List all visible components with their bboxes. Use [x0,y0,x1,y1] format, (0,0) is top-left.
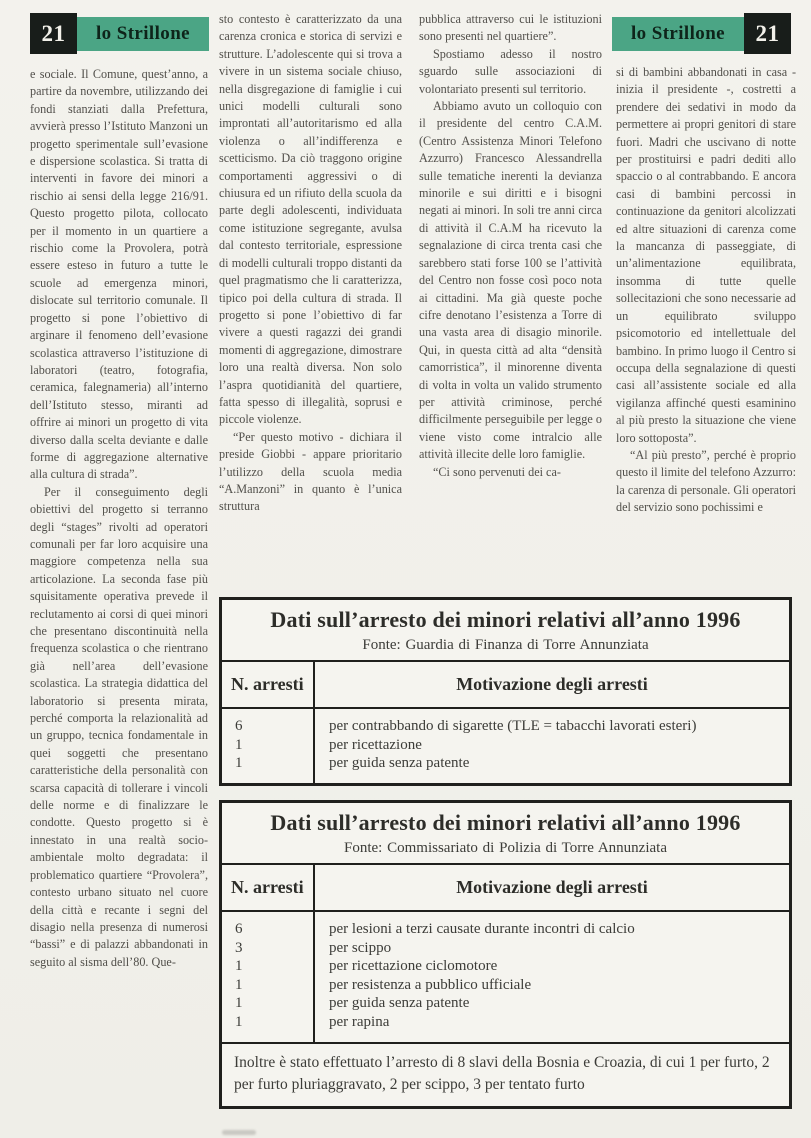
table-title-block [222,803,789,863]
arrest-count: 1 [235,736,243,753]
masthead-right [612,13,791,54]
arrest-motivation: per guida senza patente [329,995,470,1012]
arrest-motivation: per ricettazione ciclomotore [329,958,498,975]
paragraph: sto contesto è caratterizzato da una carenza cronica e storica di servizi e strutture. L’adolescente qui si trova a vivere in un sistema sociale chiuso, nella disgregazione di famiglie i cui unici modelli culturali sono improntati all’autoritarismo ed alla violenza o all’indifferenza e scetticismo. Da ciò traggono origine comportamenti aggressivi o di chiusura ed un rifiuto della scuola da parte degli adolescenti, individuata come istituzione segregante, avulsa dal contesto territoriale, espressione di modelli culturali troppo distanti da quel pragmatismo che li caratterizza, tipico poi della cultura di strada. Il progetto si pone l’obiettivo di far vivere a questi ragazzi dei grandi momenti di aggregazione, dimostrare loro una realtà diversa. Non solo l’aspra quotidianità del quartiere, fatta spesso di illegalità, soprusi e piccole violenze. [219,12,402,427]
text-column-4 [616,64,796,593]
paragraph: Per il conseguimento degli obiettivi del progetto si terranno degli “stages” rivolti ad operatori comunali per far loro acquisire una maggiore competenza nella sua articolazione. La seconda fase più squisitamente operativa prevede il reclutamento ai corsi di quei minori che presentano discontinuità nella frequenza scolastica o che rientrano già nell’area dell’evasione scolastica. La strategia didattica del laboratorio si presenta mirata, perché comporta la relazionalità ad un gruppo, tecnica fondamentale in quei soggetti che presentano caratteristiche della personalità con scarsa capacità di tollerare i vincoli delle norme e di finalizzare le condotte. Questo progetto si è innestato in una realtà socio-ambientale molto degradata: il problematico quartiere “Provolera”, contesto urbano situato nel cuore della città e recante i segni del disagio nella presenza di numerosi “bassi” e di palazzi abbandonati in seguito al sisma dell’80. Que- [30,484,208,969]
table-body [222,707,789,783]
arrest-count-column [222,912,315,1042]
arrest-count: 1 [235,995,243,1012]
arrest-count: 3 [235,939,243,956]
arrest-count-column [222,709,315,783]
arrest-count: 1 [235,958,243,975]
table-body [222,910,789,1042]
arrest-motivation: per rapina [329,1013,390,1030]
text-column-2 [219,11,402,593]
arrest-motivation: per lesioni a terzi causate durante incontri di calcio [329,921,635,937]
arrest-table-guardia-finanza [219,597,792,786]
page-number-left: 21 [30,13,77,54]
arrest-motivation-column [315,912,789,1042]
arrest-count: 1 [235,755,243,772]
table-footnote: Inoltre è stato effettuato l’arresto di 8 slavi della Bosnia e Croazia, di cui 1 per furto, 2 per furto pluriaggravato, 2 per scippo, 3 per tentato furto [222,1042,789,1106]
page-number-right: 21 [744,13,791,54]
paragraph: Spostiamo adesso il nostro sguardo sulle associazioni di volontariato presenti sul territorio. [419,46,602,96]
paragraph: e sociale. Il Comune, quest’anno, a partire da novembre, utilizzando dei fondi stanziati dalla Prefettura, avvierà presso l’Istituto Manzoni un progetto sperimentale sull’evasione e dispersione scolastica. Si tratta di interventi in favore dei minori a rischio ai sensi della legge 216/91. Questo progetto pilota, collocato per il momento in un quartiere a rischio come la Provolera, potrà essere esteso in futuro a tutte le scuole ad emergenza minori, dislocate sul territorio comunale. Il progetto si pone l’obiettivo di arginare il fenomeno dell’evasione scolastica attraverso l’istituzione di laboratori (teatro, fotografia, ceramica, falegnameria) all’interno dell’Istituto stesso, miranti ad offrire ai minori un progetto di vita diverso dalla scelta deviante e dalle forme di aggregazione alternative alla cultura di strada”. [30,67,208,482]
arrest-motivation: per guida senza patente [329,755,470,772]
masthead-title-left: lo Strillone [77,17,209,51]
paragraph: “Per questo motivo - dichiara il preside Giobbi - appare prioritario l’utilizzo della scuola media “A.Manzoni” in quanto è l’unica struttura [219,429,402,514]
text-column-3 [419,11,602,593]
arrest-motivation: per scippo [329,939,392,956]
table-title-block [222,600,789,660]
column-header-motivazione: Motivazione degli arresti [456,877,648,897]
arrest-count: 1 [235,1013,243,1030]
scan-smudge [222,1130,256,1135]
table-title: Dati sull’arresto dei minori relativi all’anno 1996 [270,810,741,835]
arrest-count: 6 [235,718,243,734]
paragraph: “Al più presto”, perché è proprio questo il limite del telefono Azzurro: la carenza di personale. Gli operatori del servizio sono pochissimi e [616,447,796,515]
column-header-n-arresti: N. arresti [222,662,315,707]
paragraph: pubblica attraverso cui le istituzioni sono presenti nel quartiere”. [419,12,602,44]
table-title: Dati sull’arresto dei minori relativi all’anno 1996 [270,607,741,632]
arrest-motivation: per resistenza a pubblico ufficiale [329,976,532,993]
paragraph: “Ci sono pervenuti dei ca- [433,464,561,479]
arrest-motivation: per ricettazione [329,736,422,753]
masthead-title-right: lo Strillone [612,17,744,51]
text-column-1 [30,66,208,1116]
table-header-row [222,863,789,910]
arrest-motivation: per contrabbando di sigarette (TLE = tabacchi lavorati esteri) [329,718,697,734]
arrest-table-commissariato-polizia [219,800,792,1109]
table-source: Fonte: Commissariato di Polizia di Torre Annunziata [344,840,667,856]
table-source: Fonte: Guardia di Finanza di Torre Annunziata [362,637,649,653]
arrest-count: 1 [235,976,243,993]
table-header-row [222,660,789,707]
masthead-left [30,13,209,54]
column-header-n-arresti: N. arresti [222,865,315,910]
paragraph: Abbiamo avuto un colloquio con il presidente del centro C.A.M. (Centro Assistenza Minori Telefono Azzurro) Francesco Alessandrella sulle tematiche inerenti la devianza minorile e sui diritti e i bisogni negati ai minori. In soli tre anni circa di attività il C.A.M ha ricevuto la segnalazione di circa trenta casi che sarebbero stati forse 100 se l’attività del Centro non fosse così poco nota ai cittadini. Ma già queste poche cifre denotano l’esistenza a Torre di una vasta area di disagio minorile. Qui, in questa città ad alta “densità camorristica”, il minorenne diventa di volta in volta un valido strumento per attività criminose, perché difficilmente perseguibile per legge o viene visto come intralcio alle attività illecite delle loro famiglie. [419,99,602,462]
arrest-motivation-column [315,709,789,783]
paragraph: si di bambini abbandonati in casa - inizia il presidente -, costretti a prendere dei sedativi in modo da permettere ai propri genitori di stare fuori. Madri che uscivano di notte per prostituirsi e padri dediti allo spaccio o al contrabbando. E ancora casi di bambini percossi in continuazione da genitori alcolizzati ed altre situazioni di carenza come la mancanza di passeggiate, di un’alimentazione equilibrata, insomma di tutte quelle sollecitazioni che sono necessarie ad un equilibrato sviluppo psicomotorio ed intellettuale del bambino. In primo luogo il Centro si occupa della segnalazione di questi casi all’assistente sociale ed alla vigilanza affinché questi esaminino al più presto la situazione che viene loro sottoposta”. [616,65,796,445]
column-header-motivazione: Motivazione degli arresti [456,674,648,694]
arrest-count: 6 [235,921,243,937]
